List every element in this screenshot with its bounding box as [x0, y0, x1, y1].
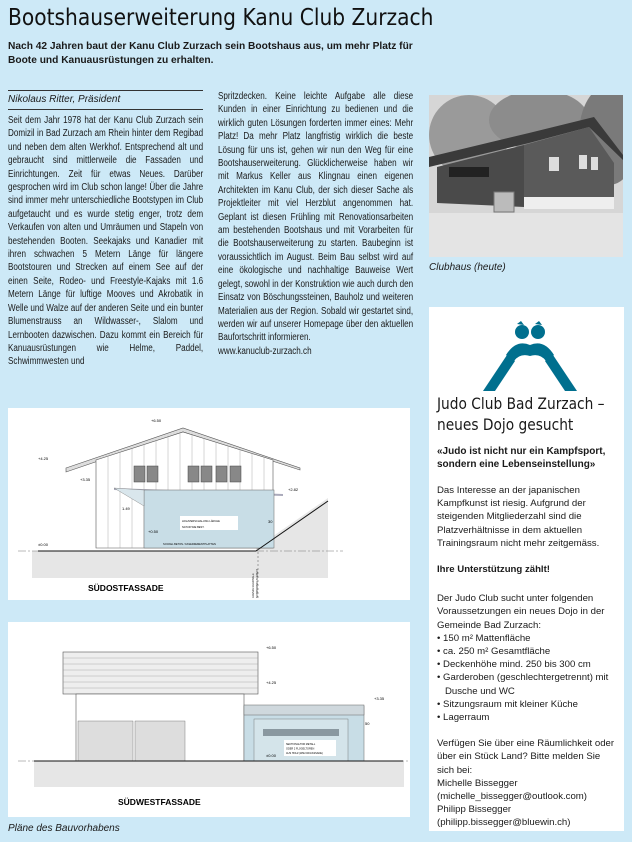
contact-name: Philipp Bissegger	[437, 804, 512, 816]
boundary-note: SCHWIMMBAD ZURZACH	[256, 569, 259, 598]
dimension-label: 50	[365, 721, 370, 726]
judo-title: Judo Club Bad Zurzach – neues Dojo gesucht	[437, 394, 605, 434]
material-note: SEKTIONALTOR METALL	[286, 743, 316, 746]
article-column-2	[218, 90, 413, 358]
judo-call	[437, 737, 616, 829]
requirements-list	[437, 632, 616, 724]
level-label: +6.50	[151, 418, 162, 423]
judo-support: Ihre Unterstützung zählt!	[437, 564, 550, 576]
judo-intro: Das Interesse an der japanischen Kampfkunst ist riesig. Aufgrund der steigenden Mitgliederzahl sind die Platzverhältnisse in dem aktuellen Trainingsraum nicht mehr zeitgemäss.	[437, 485, 600, 549]
material-note: HOLZVERSCHALUNG LÄRCHE	[182, 520, 220, 523]
plan-suedostfassade	[8, 408, 410, 600]
dimension-label: 1.49	[122, 506, 130, 511]
level-label: +4.25	[266, 680, 277, 685]
plans-caption: Pläne des Bauvorhabens	[8, 823, 120, 834]
judo-call-text: Verfügen Sie über eine Räumlichkeit oder über ein Stück Land? Bitte melden Sie sich bei:	[437, 738, 615, 776]
contact-email[interactable]: (philipp.bissegger@bluewin.ch)	[437, 817, 571, 829]
dimension-label: 30	[268, 519, 273, 524]
level-label: +3.35	[80, 477, 91, 482]
plan-title: SÜDOSTFASSADE	[88, 583, 164, 593]
article-title: Bootshauserweiterung Kanu Club Zurzach	[8, 3, 434, 31]
article-author: Nikolaus Ritter, Präsident	[8, 90, 203, 110]
contact-name: Michelle Bissegger	[437, 777, 518, 789]
material-note: AUS HOLZ (WIE NW-FASSADE)	[286, 752, 323, 755]
list-item: • Deckenhöhe mind. 250 bis 300 cm	[437, 658, 616, 671]
contact-email[interactable]: (michelle_bissegger@outlook.com)	[437, 791, 587, 803]
list-item: • Sitzungsraum mit kleiner Küche	[437, 698, 616, 711]
list-item: • Garderoben (geschlechtergetrennt) mit Dusche und WC	[437, 671, 616, 697]
material-note: SOCKEL BETON / FASERZEMENTPLATTEN	[163, 543, 216, 546]
level-label: ±0.00	[266, 753, 276, 758]
judo-search: Der Judo Club sucht unter folgenden Voraussetzungen ein neues Dojo in der Gemeinde Bad Zurzach:	[437, 593, 605, 631]
list-item: • ca. 250 m² Gesamtfläche	[437, 645, 616, 658]
list-item: • Lagerraum	[437, 711, 616, 724]
level-label: +4.25	[38, 456, 49, 461]
list-item: • 150 m² Mattenfläche	[437, 632, 616, 645]
judo-wrestlers-icon	[481, 321, 579, 391]
article-column-1: Seit dem Jahr 1978 hat der Kanu Club Zurzach sein Domizil in Bad Zurzach am Rhein hinter dem Regibad und neben dem alten Werkhof. Entsprechend alt und gebraucht sind mittlerweile die Fassaden und Einrichtungen. Zeit für etwas Neues. Darüber gesprochen wird im Club schon lange! Über die Jahre sind immer mehr unterschiedliche Bootstypen im Club aufgetaucht und es wurde stetig enger, trotz dem Verkaufen von alten und Umräumen und Stapeln von bestehenden Booten. Seekajaks und Kanadier mit ihren schwachen 5 Metern Länge für längere Bootstouren und Strecken auf einem See auf der einen Seite, Rodeo- und Freestyle-Kajaks mit 1.6 Metern Länge für luftige Mooves und Akrobatik in Welle und Walze auf der anderen Seite und ein bunter Blumenstrauss an Wildwasser-, Slalom und Lernbooten dazwischen. Dazu kommt ein Bereich für Kanuausrüstungen wie Helme, Paddel, Schwimmwesten und	[8, 115, 204, 368]
photo-caption: Clubhaus (heute)	[429, 262, 506, 273]
article-column-2-text: Spritzdecken. Keine leichte Aufgabe alle diese Kunden in einer Einrichtung zu bedienen und die wirklich guten Lösungen forderten immer eines: Mehr Platz! Da mehr Platz langfristig wirklich die beste Lösung für uns ist, gehen wir nun den Weg für eine Bootshauserweiterung. Glücklicherweise haben wir mit Markus Keller aus Klingnau einen eigenen Architekten im Kanu Club, der sich dieser Sache als Projektleiter mit viel Herzblut angenommen hat. Geplant ist diesen Frühling mit Renovationsarbeiten am bestehenden Bootshaus und mit Vorarbeiten für die Bootshauserweiterung zu starten. Baubeginn ist voraussichtlich im August. Beim Bau selbst wird auf eine ökologische und nachhaltige Bauweise Wert gelegt, sowohl in der Konstruktion wie auch durch den Einsatz von Böschungssteinen, Bauholz und weiteren Materialien aus der Region. Sobald wir gestartet sind, werden wir auf unserer Homepage über den aktuellen Baufortschritt informieren.	[218, 91, 414, 344]
judo-quote: «Judo ist nicht nur ein Kampfsport, sondern eine Lebenseinstellung»	[437, 446, 606, 470]
club-website-link[interactable]: www.kanuclub-zurzach.ch	[218, 345, 312, 357]
material-note: ODER 2 FLÜGELTOREN	[286, 747, 315, 751]
level-label: ±0.00	[38, 542, 48, 547]
level-label: +6.50	[266, 645, 277, 650]
level-label: +0.50	[148, 529, 159, 534]
level-label: +2.82	[288, 487, 299, 492]
judo-club-box	[429, 307, 624, 831]
boundary-note: GRENZE REGIONALE	[252, 573, 255, 598]
plan-title: SÜDWESTFASSADE	[118, 797, 201, 807]
plan-suedwestfassade	[8, 622, 410, 817]
article-lead: Nach 42 Jahren baut der Kanu Club Zurzach sein Bootshaus aus, um mehr Platz für Boote und Kanuausrüstungen zu erhalten.	[8, 41, 413, 66]
clubhouse-photo	[429, 95, 623, 257]
material-note: NATUR WIE BEST.	[182, 526, 205, 529]
level-label: +3.35	[374, 696, 385, 701]
